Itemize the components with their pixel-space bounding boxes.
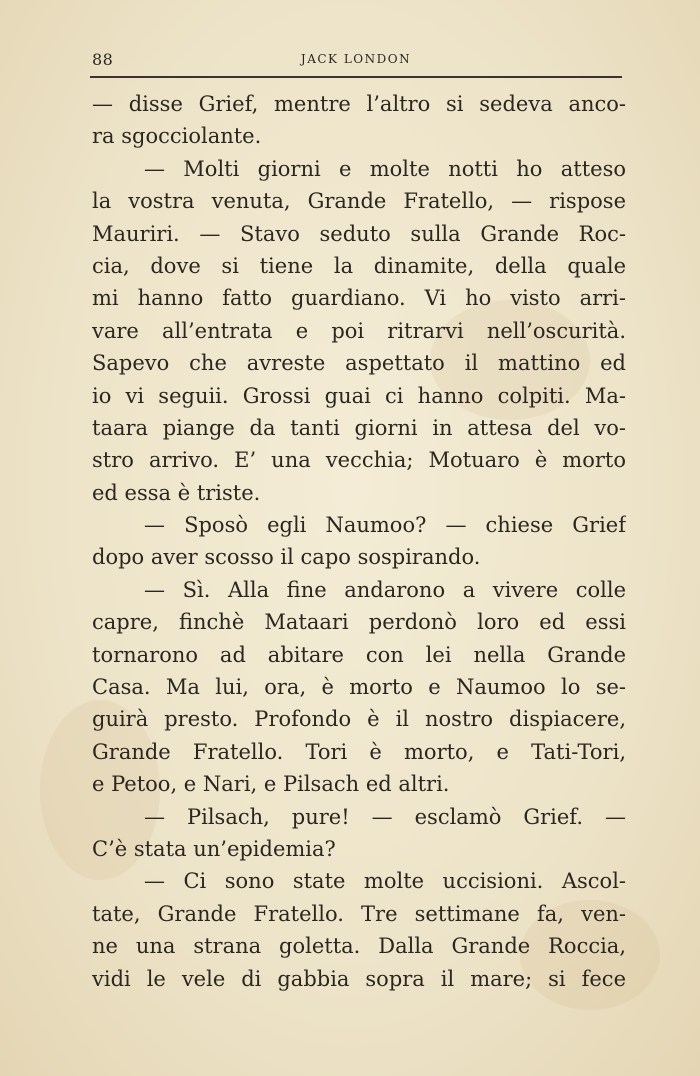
header-rule xyxy=(90,76,622,78)
text-line: e Petoo, e Nari, e Pilsach ed altri. xyxy=(92,772,450,797)
text-line: stro arrivo. E’ una vecchia; Motuaro è morto xyxy=(92,448,626,473)
text-line: — Molti giorni e molte notti ho atteso xyxy=(144,156,626,181)
text-line: mi hanno fatto guardiano. Vi ho visto arri- xyxy=(92,286,626,311)
text-line: — Sposò egli Naumoo? — chiese Grief xyxy=(144,513,626,538)
text-line: C’è stata un’epidemia? xyxy=(92,836,336,861)
text-line: ra sgocciolante. xyxy=(92,124,262,149)
text-line: tornarono ad abitare con lei nella Grande xyxy=(92,642,626,667)
text-line: vare all’entrata e poi ritrarvi nell’oscurità. xyxy=(92,318,626,343)
running-head xyxy=(88,50,624,72)
page-number: 88 xyxy=(92,50,114,69)
text-line: la vostra venuta, Grande Fratello, — rispose xyxy=(92,189,626,214)
text-line: Grande Fratello. Tori è morto, e Tati-Tori, xyxy=(92,739,626,764)
text-line: — Sì. Alla fine andarono a vivere colle xyxy=(144,577,626,602)
body-text xyxy=(92,88,626,995)
text-line: capre, finchè Mataari perdonò loro ed essi xyxy=(92,610,626,635)
text-line: — disse Grief, mentre l’altro si sedeva anco- xyxy=(92,92,626,116)
text-line: — Pilsach, pure! — esclamò Grief. — xyxy=(144,804,626,829)
text-line: Mauriri. — Stavo seduto sulla Grande Roc- xyxy=(92,221,626,246)
text-line: ne una strana goletta. Dalla Grande Roccia, xyxy=(92,934,626,959)
text-line: tate, Grande Fratello. Tre settimane fa, ven- xyxy=(92,901,626,926)
text-line: cia, dove si tiene la dinamite, della quale xyxy=(92,253,626,278)
text-line: taara piange da tanti giorni in attesa del vo- xyxy=(92,415,626,440)
text-line: io vi seguii. Grossi guai ci hanno colpiti. Ma- xyxy=(92,383,626,408)
running-title: JACK LONDON xyxy=(300,52,412,66)
text-line: Sapevo che avreste aspettato il mattino ed xyxy=(92,351,626,376)
text-line: guirà presto. Profondo è il nostro dispiacere, xyxy=(92,707,626,732)
text-line: — Ci sono state molte uccisioni. Ascol- xyxy=(144,869,626,894)
text-line: dopo aver scosso il capo sospirando. xyxy=(92,545,481,570)
text-line: ed essa è triste. xyxy=(92,480,261,505)
text-line: Casa. Ma lui, ora, è morto e Naumoo lo se- xyxy=(92,675,626,700)
text-line: vidi le vele di gabbia sopra il mare; si fece xyxy=(92,966,626,991)
